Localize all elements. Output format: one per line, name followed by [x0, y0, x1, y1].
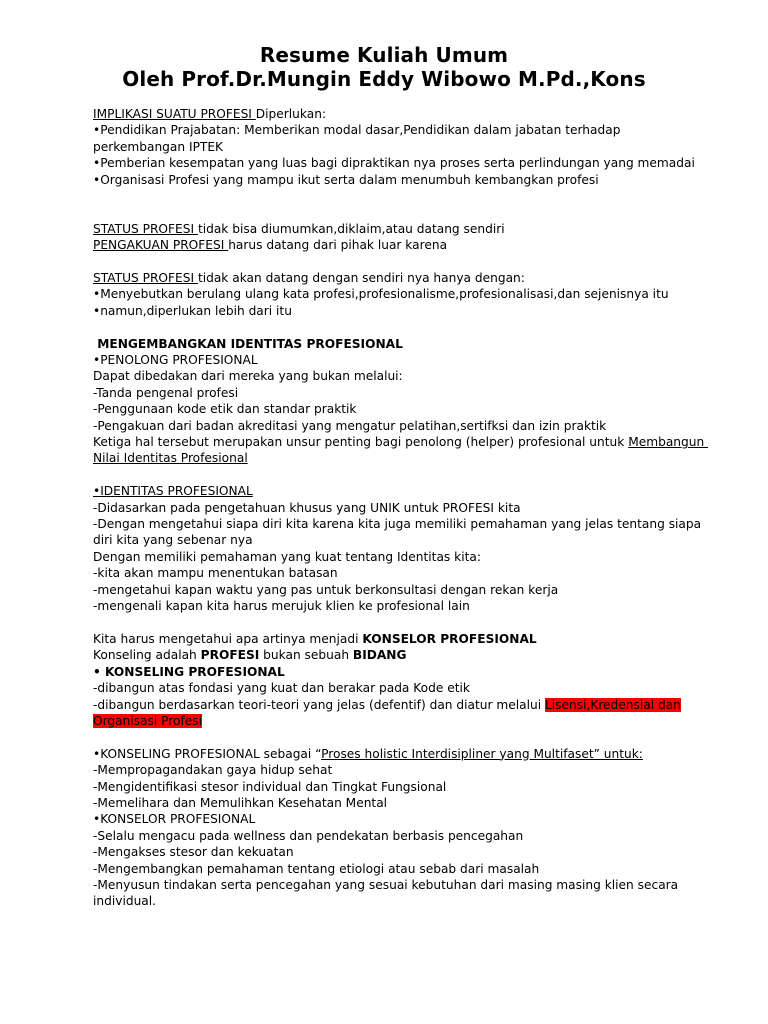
- pengakuan-profesi-label: PENGAKUAN PROFESI: [93, 238, 229, 253]
- list-item: Dengan memiliki pemahaman yang kuat tentang Identitas kita:: [93, 549, 481, 564]
- spacer: [93, 188, 653, 204]
- konselor-text: Kita harus mengetahui apa artinya menjadi: [93, 631, 363, 646]
- pengakuan-profesi-text: harus datang dari pihak luar karena: [228, 238, 448, 253]
- konseling-text-c: bukan sebuah: [259, 648, 353, 663]
- list-item: •KONSELOR PROFESIONAL: [93, 812, 256, 827]
- status-profesi-text: tidak bisa diumumkan,diklaim,atau datang sendiri: [197, 221, 505, 236]
- konseling-bidang-bold: BIDANG: [352, 648, 407, 663]
- document-body: [93, 106, 709, 910]
- spacer: [93, 319, 653, 335]
- status-profesi-label: STATUS PROFESI: [93, 221, 198, 236]
- ketiga-line-2: [93, 450, 653, 466]
- list-item: •PENOLONG PROFESIONAL: [93, 353, 258, 368]
- list-item: -Mengakses stesor dan kekuatan: [93, 845, 294, 860]
- ketiga-line: [93, 434, 709, 450]
- list-item: •Organisasi Profesi yang mampu ikut serta dalam menumbuh kembangkan profesi: [93, 172, 599, 187]
- identitas-prof-heading-line: [93, 483, 653, 499]
- list-item: perkembangan IPTEK: [93, 139, 224, 154]
- highlighted-text: Lisensi,Kredensial dan: [544, 697, 681, 712]
- status-profesi-2-line: [93, 270, 653, 286]
- ketiga-text: Ketiga hal tersebut merupakan unsur penting bagi penolong (helper) profesional untuk: [93, 435, 629, 450]
- spacer: [93, 615, 653, 631]
- ketiga-underlined-2: Nilai Identitas Profesional: [93, 451, 248, 466]
- konseling-profesi-bold: PROFESI: [200, 648, 260, 663]
- spacer: [93, 729, 653, 745]
- list-item: •namun,diperlukan lebih dari itu: [93, 303, 292, 318]
- spacer: [93, 204, 653, 220]
- implikasi-heading-line: [93, 106, 653, 122]
- list-item: Dapat dibedakan dari mereka yang bukan melalui:: [93, 369, 403, 384]
- status-profesi-2-label: STATUS PROFESI: [93, 271, 198, 286]
- list-item: -Didasarkan pada pengetahuan khusus yang UNIK untuk PROFESI kita: [93, 500, 521, 515]
- ketiga-underlined: Membangun: [628, 435, 709, 450]
- konselor-line-1: [93, 631, 653, 647]
- identitas-heading: MENGEMBANGKAN IDENTITAS PROFESIONAL: [93, 336, 403, 351]
- list-item: -Menyusun tindakan serta pencegahan yang sesuai kebutuhan dari masing masing klien secara: [93, 877, 679, 892]
- list-item: -Pengakuan dari badan akreditasi yang mengatur pelatihan,sertifksi dan izin praktik: [93, 418, 607, 433]
- list-item: -kita akan mampu menentukan batasan: [93, 566, 338, 581]
- konseling-teori-text: -dibangun berdasarkan teori-teori yang jelas (defentif) dan diatur melalui: [93, 697, 545, 712]
- spacer: [93, 467, 653, 483]
- list-item: -Memelihara dan Memulihkan Kesehatan Mental: [93, 795, 388, 810]
- konseling-line: [93, 647, 653, 663]
- status-profesi-line: [93, 221, 653, 237]
- konseling-teori-line: [93, 697, 681, 713]
- list-item: -Mengembangkan pemahaman tentang etiologi atau sebab dari masalah: [93, 861, 540, 876]
- holistic-underlined: Proses holistic Interdisipliner yang Multifaset” untuk:: [321, 746, 643, 761]
- implikasi-heading: IMPLIKASI SUATU PROFESI: [93, 107, 256, 121]
- highlighted-text-2: Organisasi Profesi: [93, 713, 202, 728]
- list-item: -Mempropagandakan gaya hidup sehat: [93, 763, 333, 778]
- list-item: -Selalu mengacu pada wellness dan pendekatan berbasis pencegahan: [93, 828, 524, 843]
- list-item: •Pemberian kesempatan yang luas bagi dipraktikan nya proses serta perlindungan yang memadai: [93, 156, 695, 171]
- list-item: -Penggunaan kode etik dan standar praktik: [93, 402, 357, 417]
- list-item: •Pendidikan Prajabatan: Memberikan modal dasar,Pendidikan dalam jabatan terhadap: [93, 123, 621, 138]
- list-item: -Tanda pengenal profesi: [93, 385, 239, 400]
- konseling-profesional-heading: • KONSELING PROFESIONAL: [93, 664, 285, 679]
- holistic-text: •KONSELING PROFESIONAL sebagai “: [93, 746, 322, 761]
- list-item: -Mengidentifikasi stesor individual dan Tingkat Fungsional: [93, 779, 447, 794]
- list-item: -Dengan mengetahui siapa diri kita karena kita juga memiliki pemahaman yang jelas tentang siapa: [93, 517, 702, 532]
- document-title: Resume Kuliah Umum: [259, 43, 509, 67]
- implikasi-heading-rest: Diperlukan:: [255, 107, 327, 121]
- list-item: -mengenali kapan kita harus merujuk klien ke profesional lain: [93, 599, 470, 614]
- list-item: individual.: [93, 894, 157, 909]
- holistic-line: [93, 746, 653, 762]
- status-profesi-2-text: tidak akan datang dengan sendiri nya hanya dengan:: [197, 271, 525, 286]
- konseling-teori-line-2: [93, 713, 653, 729]
- list-item: -dibangun atas fondasi yang kuat dan berakar pada Kode etik: [93, 681, 470, 696]
- list-item: -mengetahui kapan waktu yang pas untuk berkonsultasi dengan rekan kerja: [93, 582, 559, 597]
- identitas-prof-heading: •IDENTITAS PROFESIONAL: [93, 484, 253, 499]
- pengakuan-profesi-line: [93, 237, 653, 253]
- list-item: •Menyebutkan berulang ulang kata profesi,profesionalisme,profesionalisasi,dan sejenisnya itu: [93, 287, 669, 302]
- spacer: [93, 254, 653, 270]
- konseling-text-a: Konseling adalah: [93, 648, 201, 663]
- document-subtitle: Oleh Prof.Dr.Mungin Eddy Wibowo M.Pd.,Kons: [122, 67, 646, 91]
- list-item: diri kita yang sebenar nya: [93, 533, 253, 548]
- konselor-bold: KONSELOR PROFESIONAL: [362, 631, 537, 646]
